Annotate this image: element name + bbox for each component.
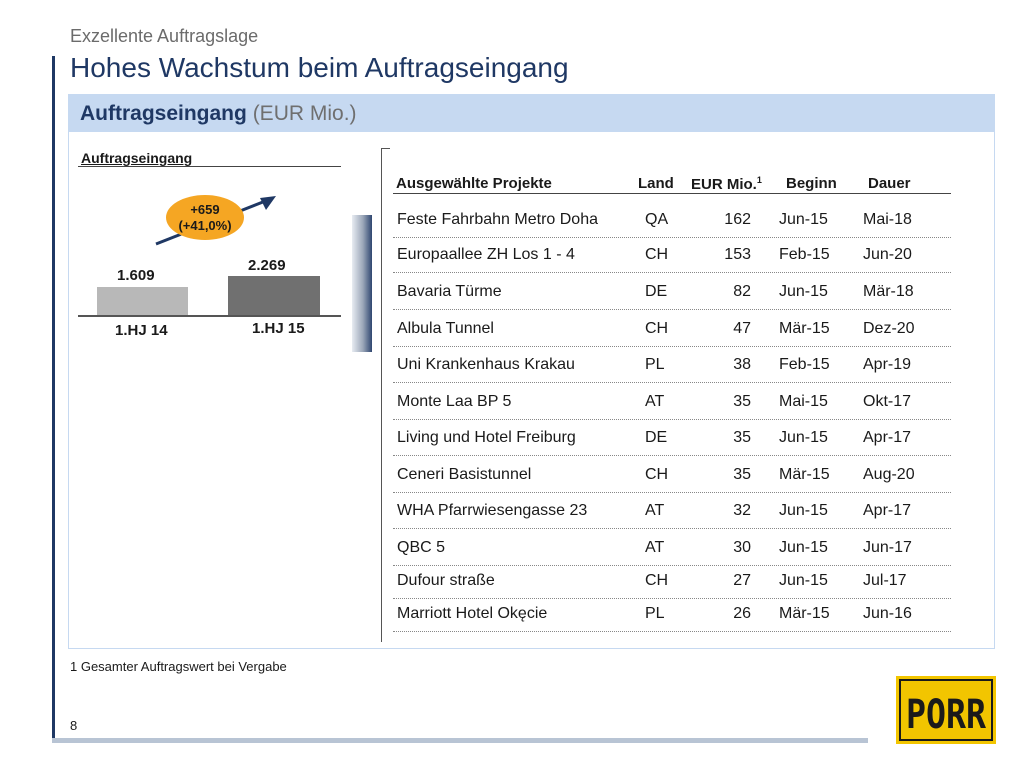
category-label-1hj14: 1.HJ 14 (115, 322, 168, 339)
table-header-line (393, 193, 951, 194)
order-value: 47 (733, 320, 751, 337)
end-date: Jun-16 (863, 605, 912, 622)
panel-header (68, 94, 995, 132)
end-date: Apr-19 (863, 356, 912, 373)
country: PL (645, 605, 665, 622)
col-header-duration: Dauer (868, 175, 911, 192)
table-row (393, 529, 951, 566)
order-value: 27 (733, 572, 751, 589)
order-value: 32 (733, 502, 751, 519)
project-name: Uni Krankenhaus Krakau (397, 356, 575, 373)
end-date: Mai-18 (863, 211, 912, 228)
country: AT (645, 502, 665, 519)
country: CH (645, 572, 669, 589)
start-date: Mär-15 (779, 466, 830, 483)
end-date: Jun-20 (863, 246, 912, 263)
project-name: WHA Pfarrwiesengasse 23 (397, 502, 588, 519)
end-date: Okt-17 (863, 393, 912, 410)
table-row (393, 419, 951, 456)
slide-subtitle: Exzellente Auftragslage (70, 26, 259, 46)
country: QA (645, 211, 669, 228)
order-value: 38 (733, 356, 751, 373)
project-name: QBC 5 (397, 539, 446, 556)
bar-1hj14 (97, 287, 188, 315)
table-row (393, 595, 951, 632)
panel-heading-unit: (EUR Mio.) (252, 102, 357, 125)
table-bracket (381, 148, 390, 642)
table-row (393, 346, 951, 383)
growth-percent: (+41,0%) (178, 218, 232, 233)
country: CH (645, 320, 669, 337)
svg-text:PORR: PORR (906, 692, 987, 738)
bar-value-1hj14: 1.609 (117, 267, 155, 284)
col-header-value-footnote: 1 (756, 175, 762, 185)
table-row (393, 456, 951, 493)
country: PL (645, 356, 665, 373)
country: CH (645, 246, 669, 263)
project-name: Albula Tunnel (397, 320, 494, 337)
country: DE (645, 429, 668, 446)
project-name: Monte Laa BP 5 (397, 393, 512, 410)
col-header-value-text: EUR Mio. (691, 176, 757, 193)
porr-logo (896, 676, 996, 744)
table-row (393, 562, 951, 599)
page-number: 8 (70, 718, 78, 733)
col-header-project: Ausgewählte Projekte (396, 175, 552, 192)
country: AT (645, 393, 665, 410)
bar-value-1hj15: 2.269 (248, 257, 286, 274)
order-value: 153 (724, 246, 751, 263)
end-date: Dez-20 (863, 320, 915, 337)
project-name: Marriott Hotel Okęcie (397, 605, 548, 622)
panel-heading: Auftragseingang (80, 102, 247, 125)
start-date: Jun-15 (779, 429, 828, 446)
end-date: Jun-17 (863, 539, 912, 556)
start-date: Jun-15 (779, 572, 828, 589)
country: DE (645, 283, 668, 300)
end-date: Apr-17 (863, 502, 912, 519)
order-value: 35 (733, 466, 751, 483)
start-date: Mär-15 (779, 320, 830, 337)
project-name: Feste Fahrbahn Metro Doha (397, 211, 598, 228)
start-date: Feb-15 (779, 356, 830, 373)
order-value: 35 (733, 429, 751, 446)
start-date: Jun-15 (779, 211, 828, 228)
bar-1hj15 (228, 276, 320, 315)
table-row (393, 492, 951, 529)
footnote: 1 Gesamter Auftragswert bei Vergabe (70, 659, 287, 674)
table-row (393, 236, 951, 273)
category-label-1hj15: 1.HJ 15 (252, 320, 305, 337)
col-header-value (691, 175, 762, 193)
start-date: Feb-15 (779, 246, 830, 263)
chart-title: Auftragseingang (81, 150, 193, 166)
chart-title-underline (78, 166, 341, 167)
project-name: Europaallee ZH Los 1 - 4 (397, 246, 575, 263)
slide-title: Hohes Wachstum beim Auftragseingang (70, 52, 569, 83)
end-date: Apr-17 (863, 429, 912, 446)
divider-gradient-bar (352, 215, 372, 352)
col-header-start: Beginn (786, 175, 837, 192)
end-date: Aug-20 (863, 466, 915, 483)
col-header-country: Land (638, 175, 674, 192)
order-value: 26 (733, 605, 751, 622)
project-name: Dufour straße (397, 572, 495, 589)
growth-bubble (166, 195, 244, 240)
project-name: Ceneri Basistunnel (397, 466, 532, 483)
table-row (393, 383, 951, 420)
chart-baseline (78, 315, 341, 317)
end-date: Jul-17 (863, 572, 907, 589)
country: AT (645, 539, 665, 556)
project-name: Living und Hotel Freiburg (397, 429, 576, 446)
start-date: Mai-15 (779, 393, 828, 410)
project-name: Bavaria Türme (397, 283, 502, 300)
table-row (393, 201, 951, 238)
table-row (393, 273, 951, 310)
start-date: Jun-15 (779, 283, 828, 300)
start-date: Jun-15 (779, 502, 828, 519)
left-accent-bar (52, 56, 55, 742)
bottom-accent-bar (52, 738, 868, 743)
start-date: Mär-15 (779, 605, 830, 622)
start-date: Jun-15 (779, 539, 828, 556)
growth-absolute: +659 (190, 202, 220, 217)
order-value: 162 (724, 211, 751, 228)
order-value: 35 (733, 393, 751, 410)
order-value: 82 (733, 283, 751, 300)
country: CH (645, 466, 669, 483)
end-date: Mär-18 (863, 283, 914, 300)
order-value: 30 (733, 539, 751, 556)
table-row (393, 310, 951, 347)
